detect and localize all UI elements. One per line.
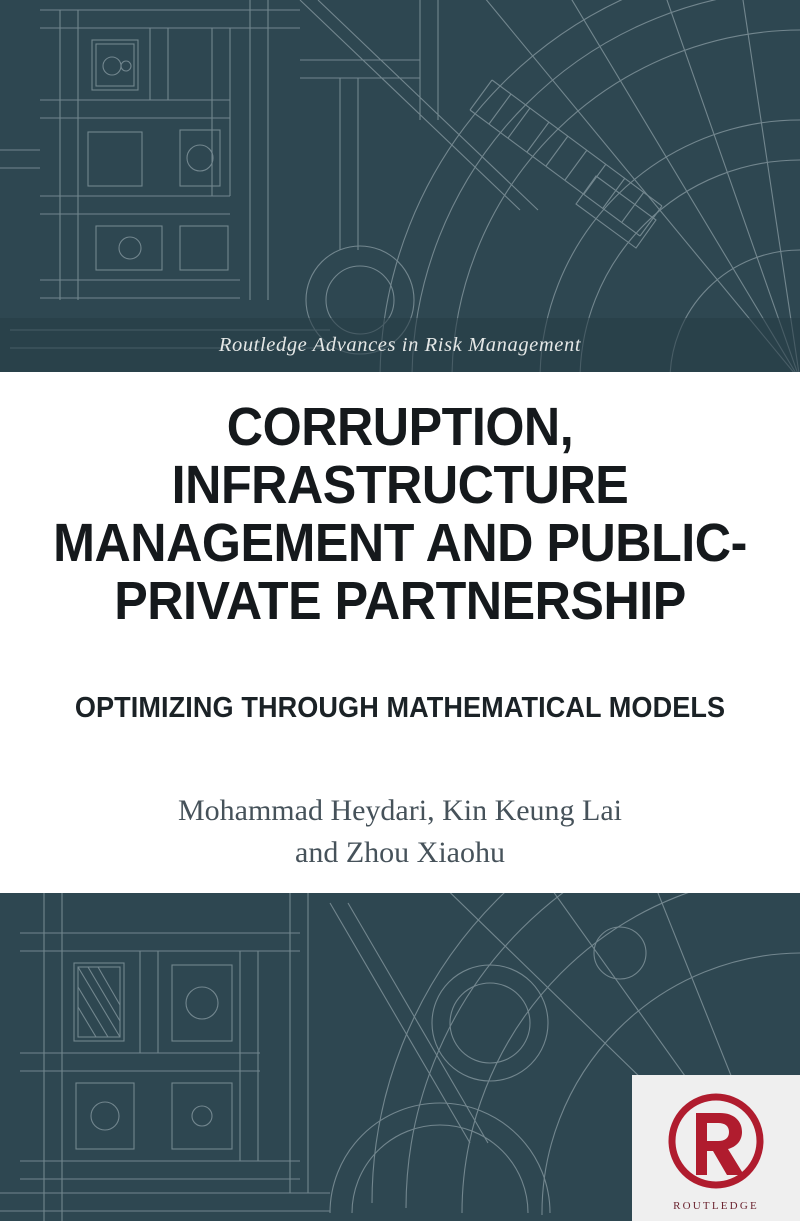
publisher-logo xyxy=(632,1075,800,1221)
cover-artwork-bottom xyxy=(0,893,800,1221)
title-band xyxy=(0,372,800,893)
authors xyxy=(0,790,800,874)
publisher-name: ROUTLEDGE xyxy=(673,1200,759,1212)
title-line-1: CORRUPTION, xyxy=(226,397,574,457)
authors-line-1: Mohammad Heydari, Kin Keung Lai xyxy=(177,794,623,827)
series-title: Routledge Advances in Risk Management xyxy=(218,333,582,356)
subtitle: OPTIMIZING THROUGH MATHEMATICAL MODELS xyxy=(74,692,726,724)
page-title xyxy=(0,398,800,630)
cover-artwork-top xyxy=(0,0,800,372)
series-band xyxy=(0,318,800,372)
title-line-4: PRIVATE PARTNERSHIP xyxy=(114,571,686,631)
blueprint-pattern-top xyxy=(0,0,800,372)
title-line-2: INFRASTRUCTURE xyxy=(171,455,629,515)
authors-line-2: and Zhou Xiaohu xyxy=(295,836,505,869)
title-line-3: MANAGEMENT AND PUBLIC- xyxy=(53,513,747,573)
